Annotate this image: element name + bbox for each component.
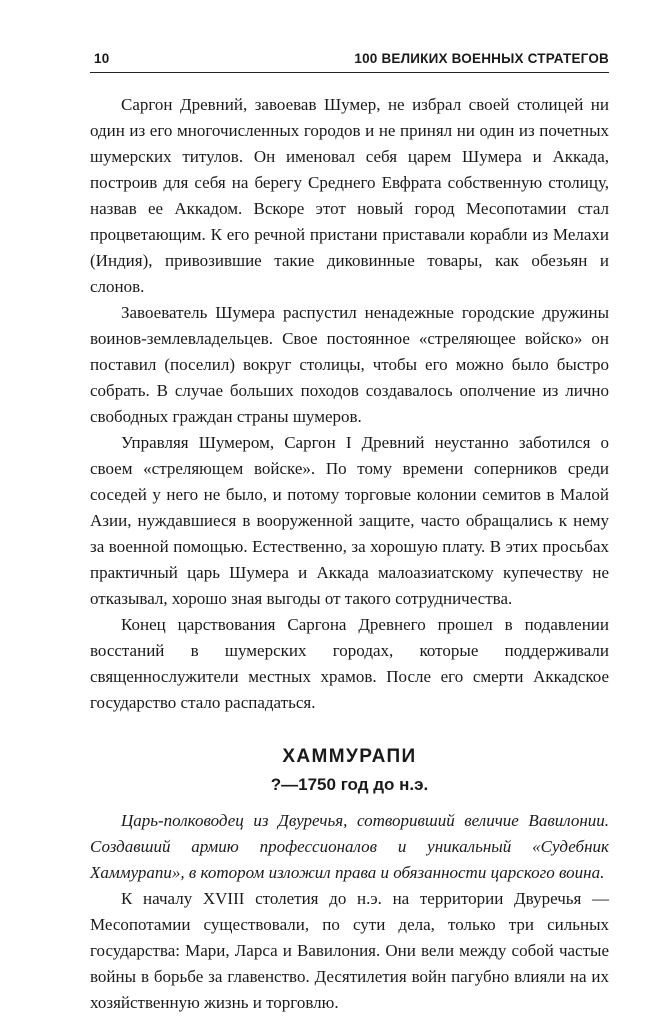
section-dates: ?—1750 год до н.э.	[270, 775, 429, 794]
paragraph: К началу XVIII столетия до н.э. на территории Двуречья — Месопотамии существовали, по сути дела, только три сильных государства: Мари, Ларса и Вавилония. Они вели между собой частые войны в борьбе за главенство. Десятилетия войн пагубно влияли на их хозяйственную жизнь и торговлю.	[90, 889, 609, 1012]
page-body	[90, 92, 609, 1016]
paragraph: Конец царствования Саргона Древнего прошел в подавлении восстаний в шумерских городах, которые поддерживали священнослужители местных храмов. После его смерти Аккадское государство стало распадаться.	[90, 615, 609, 712]
paragraph: Завоеватель Шумера распустил ненадежные городские дружины воинов-землевладельцев. Свое постоянное «стреляющее войско» он поставил (поселил) вокруг столицы, чтобы его можно было быстро собрать. В случае больших походов создавалось ополчение из лично свободных граждан страны шумеров.	[90, 303, 609, 426]
paragraph: Управляя Шумером, Саргон I Древний неустанно заботился о своем «стреляющем войске». По тому времени соперников среди соседей у него не было, и потому торговые колонии семитов в Малой Азии, нуждавшиеся в вооруженной защите, часто обращались к нему за военной помощью. Естественно, за хорошую плату. В этих просьбах практичный царь Шумера и Аккада малоазиатскому купечеству не отказывал, хорошо зная выгоды от такого сотрудничества.	[90, 433, 609, 608]
section-lead: Царь-полководец из Двуречья, сотворивший величие Вавилонии. Создавший армию профессионалов и уникальный «Судебник Хаммурапи», в котором изложил права и обязанности царского воина.	[90, 811, 609, 882]
running-title: 100 ВЕЛИКИХ ВОЕННЫХ СТРАТЕГОВ	[354, 51, 609, 66]
paragraph: Саргон Древний, завоевав Шумер, не избрал своей столицей ни один из его многочисленных городов и не принял ни один из почетных шумерских титулов. Он именовал себя царем Шумера и Аккада, построив для себя на берегу Среднего Евфрата собственную столицу, назвав ее Аккадом. Вскоре этот новый город Месопотамии стал процветающим. К его речной пристани приставали корабли из Мелахи (Индия), привозившие такие диковинные товары, как обезьян и слонов.	[90, 95, 609, 296]
running-header	[90, 48, 609, 73]
page-number: 10	[94, 51, 110, 66]
section-title: ХАММУРАПИ	[282, 746, 417, 767]
